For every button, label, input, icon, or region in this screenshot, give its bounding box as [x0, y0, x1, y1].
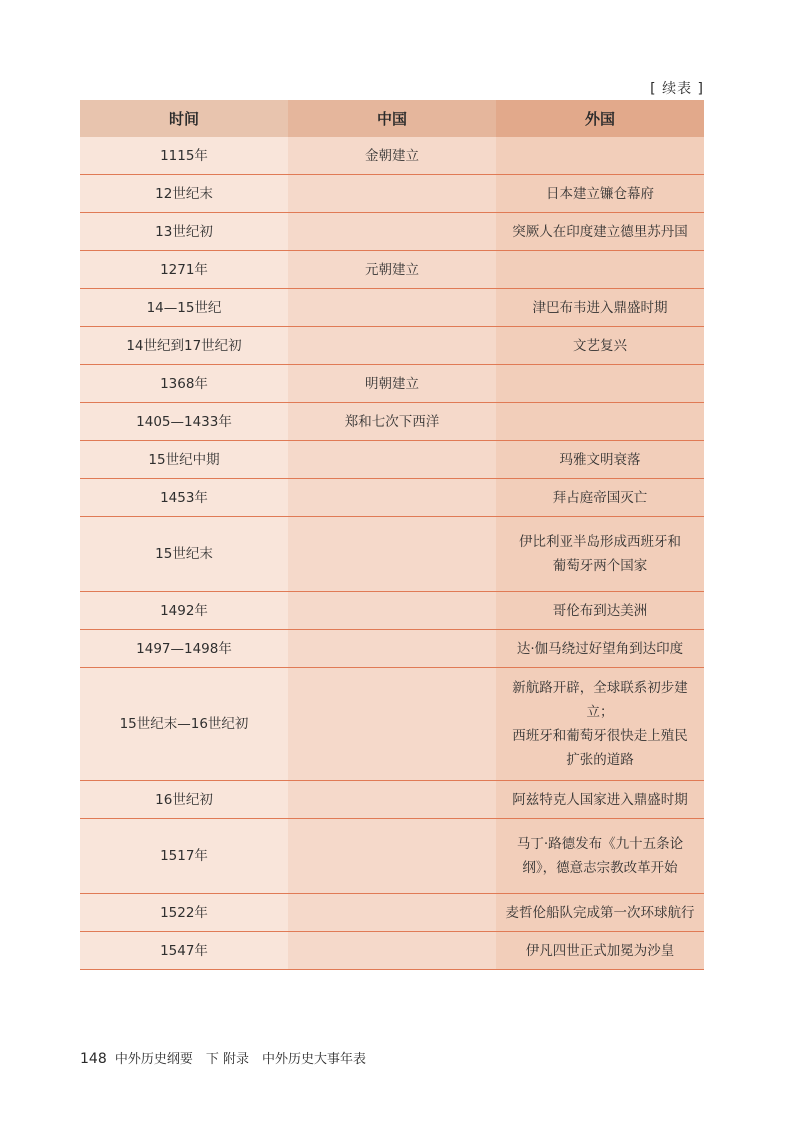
cell-time-text: 1517年: [160, 848, 208, 864]
cell-foreign-text: 津巴布韦进入鼎盛时期: [532, 299, 668, 316]
cell-time-text: 1405—1433年: [136, 413, 232, 430]
cell-china: [288, 175, 496, 213]
cell-foreign: [496, 175, 704, 213]
page-number: 148: [80, 1051, 107, 1067]
table-row: [80, 327, 704, 365]
cell-china: [288, 289, 496, 327]
table-row: [80, 819, 704, 894]
table-row: [80, 251, 704, 289]
cell-foreign: [496, 441, 704, 479]
cell-china-text: 郑和七次下西洋: [344, 413, 440, 430]
cell-china-text: 元朝建立: [365, 261, 419, 278]
cell-time: [80, 175, 288, 213]
cell-foreign: [496, 213, 704, 251]
cell-time: [80, 251, 288, 289]
cell-china: [288, 517, 496, 592]
cell-china: [288, 668, 496, 781]
cell-time-text: 1547年: [160, 942, 208, 959]
cell-time: [80, 479, 288, 517]
table-row: [80, 932, 704, 970]
cell-foreign: [496, 403, 704, 441]
header-foreign: 外国: [496, 100, 704, 137]
table-row: [80, 365, 704, 403]
table-row: [80, 213, 704, 251]
cell-foreign-text: 阿兹特克人国家进入鼎盛时期: [512, 791, 688, 808]
cell-foreign: [496, 819, 704, 894]
cell-foreign-text: 伊凡四世正式加冕为沙皇: [525, 942, 675, 959]
table-header-row: [80, 100, 704, 137]
cell-time: [80, 592, 288, 630]
cell-china: [288, 137, 496, 175]
cell-china: [288, 932, 496, 970]
cell-time: [80, 894, 288, 932]
cell-time-text: 15世纪末—16世纪初: [119, 716, 249, 732]
cell-foreign-text: 拜占庭帝国灭亡: [552, 489, 648, 506]
cell-time: [80, 668, 288, 781]
cell-china: [288, 781, 496, 819]
cell-time-text: 12世纪末: [155, 185, 213, 202]
cell-time: [80, 213, 288, 251]
cell-time: [80, 819, 288, 894]
cell-foreign: [496, 327, 704, 365]
table-row: [80, 668, 704, 781]
cell-foreign: [496, 479, 704, 517]
header-china: 中国: [288, 100, 496, 137]
table-row: [80, 479, 704, 517]
cell-china: [288, 592, 496, 630]
cell-time-text: 16世纪初: [155, 791, 213, 808]
cell-time: [80, 289, 288, 327]
cell-china: [288, 365, 496, 403]
cell-time: [80, 403, 288, 441]
cell-foreign-text: 突厥人在印度建立德里苏丹国: [512, 223, 688, 240]
cell-time: [80, 932, 288, 970]
chronology-table-container: [80, 100, 704, 970]
cell-time: [80, 781, 288, 819]
cell-foreign: [496, 592, 704, 630]
cell-foreign: [496, 932, 704, 970]
table-row: [80, 137, 704, 175]
cell-time-text: 14世纪到17世纪初: [126, 337, 242, 354]
cell-foreign: [496, 517, 704, 592]
cell-china: [288, 441, 496, 479]
chronology-table: [80, 100, 704, 970]
cell-time-text: 1522年: [160, 904, 208, 921]
cell-time: [80, 137, 288, 175]
cell-time-text: 15世纪末: [155, 546, 213, 562]
table-row: [80, 289, 704, 327]
cell-china: [288, 630, 496, 668]
cell-foreign: [496, 137, 704, 175]
cell-time-text: 1115年: [160, 147, 208, 164]
cell-time-text: 1368年: [160, 375, 208, 392]
table-row: [80, 403, 704, 441]
cell-time: [80, 441, 288, 479]
table-row: [80, 517, 704, 592]
cell-china: [288, 251, 496, 289]
footer-text: 中外历史纲要 下 附录 中外历史大事年表: [114, 1052, 367, 1067]
table-body: [80, 137, 704, 970]
cell-time-text: 1497—1498年: [136, 640, 232, 657]
cell-foreign-text: 麦哲伦船队完成第一次环球航行: [505, 904, 695, 921]
cell-foreign: [496, 781, 704, 819]
cell-foreign-text: 玛雅文明衰落: [559, 451, 641, 468]
table-row: [80, 592, 704, 630]
cell-china: [288, 894, 496, 932]
cell-foreign-text: 达·伽马绕过好望角到达印度: [516, 640, 684, 657]
cell-time: [80, 630, 288, 668]
cell-foreign: [496, 894, 704, 932]
cell-foreign-text: 哥伦布到达美洲: [552, 602, 648, 619]
cell-foreign-text: 伊比利亚半岛形成西班牙和 葡萄牙两个国家: [519, 534, 681, 574]
table-row: [80, 441, 704, 479]
cell-china: [288, 819, 496, 894]
cell-time-text: 1492年: [160, 602, 208, 619]
cell-china: [288, 213, 496, 251]
cell-time: [80, 517, 288, 592]
cell-china: [288, 327, 496, 365]
cell-time-text: 1271年: [160, 261, 208, 278]
header-time: 时间: [80, 100, 288, 137]
cell-china: [288, 479, 496, 517]
continued-label: [ 续表 ]: [650, 81, 704, 97]
cell-foreign: [496, 365, 704, 403]
page-footer: [80, 1048, 366, 1067]
table-row: [80, 630, 704, 668]
cell-foreign-text: 文艺复兴: [573, 337, 627, 354]
cell-time: [80, 327, 288, 365]
cell-china: [288, 403, 496, 441]
cell-china-text: 金朝建立: [365, 147, 419, 164]
cell-time-text: 15世纪中期: [148, 451, 220, 468]
cell-foreign-text: 马丁·路德发布《九十五条论 纲》，德意志宗教改革开始: [516, 836, 684, 876]
cell-foreign: [496, 289, 704, 327]
table-row: [80, 894, 704, 932]
cell-time-text: 13世纪初: [155, 223, 213, 240]
cell-foreign-text: 日本建立镰仓幕府: [546, 185, 654, 202]
cell-china-text: 明朝建立: [365, 375, 419, 392]
cell-foreign: [496, 251, 704, 289]
table-row: [80, 175, 704, 213]
cell-time: [80, 365, 288, 403]
cell-foreign-text: 新航路开辟，全球联系初步建立； 西班牙和葡萄牙很快走上殖民 扩张的道路: [512, 680, 688, 768]
cell-foreign: [496, 668, 704, 781]
table-row: [80, 781, 704, 819]
cell-time-text: 1453年: [160, 489, 208, 506]
cell-foreign: [496, 630, 704, 668]
cell-time-text: 14—15世纪: [146, 299, 222, 316]
